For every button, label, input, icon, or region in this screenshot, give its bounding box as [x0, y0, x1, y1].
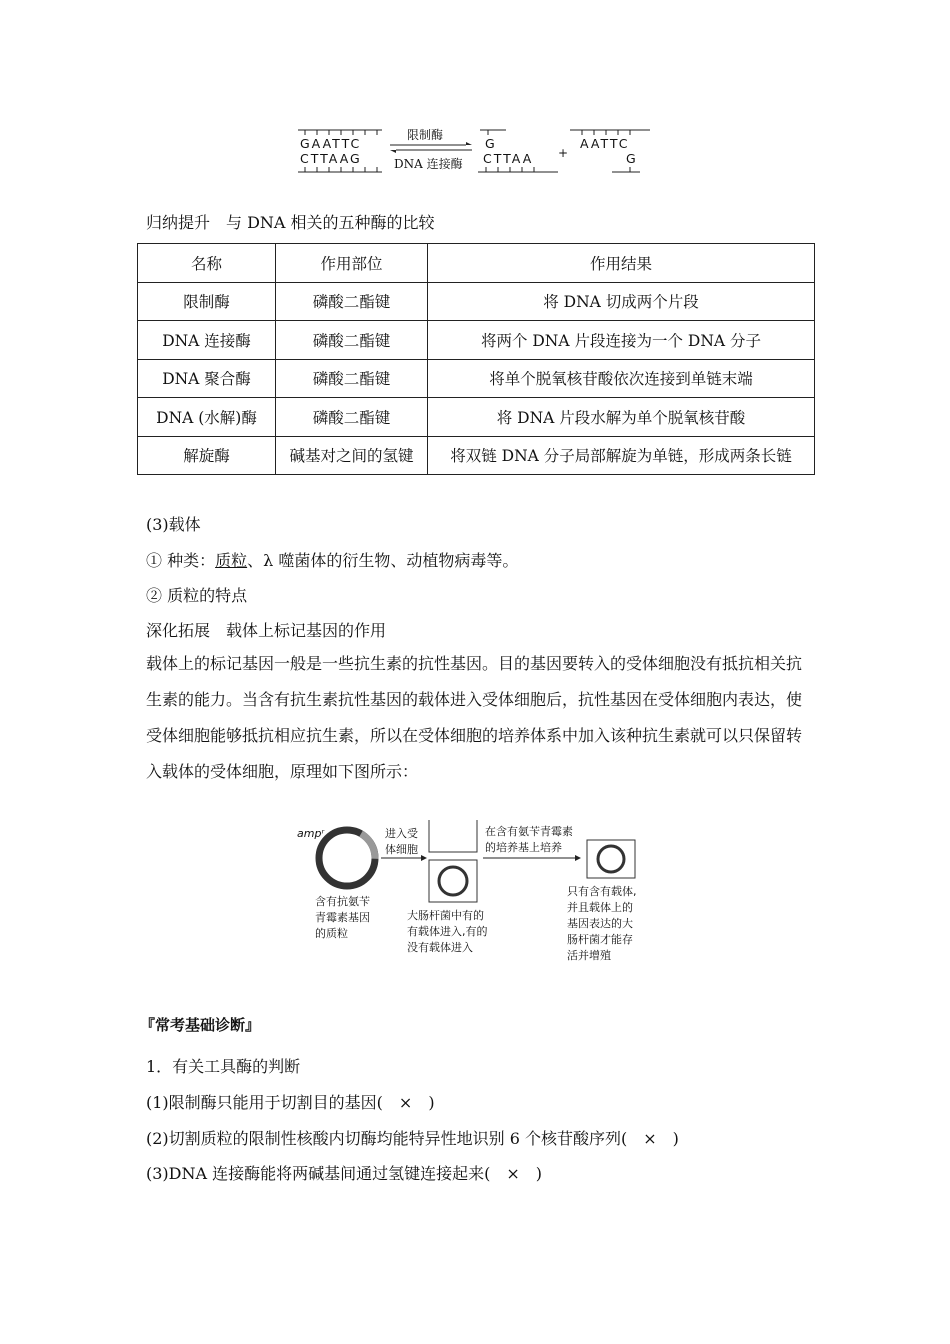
types-plasmid: 质粒 [215, 551, 248, 570]
fragment1-bottom: CTTAA [483, 151, 534, 166]
summary-heading: 归纳提升 与 DNA 相关的五种酶的比较 [146, 213, 435, 232]
table-cell: 限制酶 [138, 282, 276, 321]
caption-line: 没有载体进入 [407, 941, 473, 954]
diagnosis-heading: 『常考基础诊断』 [140, 1016, 261, 1034]
types-prefix: ① 种类： [146, 551, 216, 570]
ecoli-caption [407, 908, 488, 956]
table-cell: 磷酸二酯键 [276, 398, 428, 437]
table-cell: 磷酸二酯键 [276, 282, 428, 321]
table-cell: DNA 聚合酶 [138, 359, 276, 398]
fragment2-top: AATTC [580, 136, 630, 151]
table-cell: 解旋酶 [138, 436, 276, 475]
caption-line: 含有抗氨苄 [315, 895, 370, 908]
plus-sign: + [558, 146, 569, 160]
arrow-label-line: 的培养基上培养 [485, 841, 562, 854]
table-header-row [138, 244, 815, 283]
caption-line: 青霉素基因 [315, 911, 370, 924]
marker-gene-paragraph: 载体上的标记基因一般是一些抗生素的抗性基因。目的基因要转入的受体细胞没有抵抗相关抗生素的能力。当含有抗生素抗性基因的载体进入受体细胞后，抗性基因在受体细胞内表达，使受体细胞能够抵抗相应抗生素，所以在受体细胞的培养体系中加入该种抗生素就可以只保留转入载体的受体细胞，原理如下图所示： [146, 654, 803, 781]
marker-gene-figure [295, 820, 655, 968]
caption-line: 的质粒 [315, 927, 348, 940]
fragment1-top: G [485, 136, 497, 151]
table-header: 作用结果 [428, 244, 815, 283]
plasmid-features: ② 质粒的特点 [146, 586, 248, 605]
caption-line: 有载体进入,有的 [407, 925, 488, 938]
enzyme-table [137, 243, 815, 475]
left-strand-bottom: CTTAAG [300, 151, 362, 166]
table-cell: 碱基对之间的氢键 [276, 436, 428, 475]
arrow-label-restriction: 限制酶 [407, 128, 444, 142]
arrow1-label [385, 826, 418, 858]
result-caption [567, 884, 637, 964]
table-row [138, 436, 815, 475]
question-item: (3)DNA 连接酶能将两碱基间通过氢键连接起来( × ) [146, 1164, 543, 1183]
fragment2-bottom: G [626, 151, 638, 166]
types-rest: 、λ 噬菌体的衍生物、动植物病毒等。 [247, 551, 519, 570]
table-row [138, 359, 815, 398]
vector-types [146, 548, 518, 571]
caption-line: 活并增殖 [567, 949, 611, 962]
caption-line: 基因表达的大 [567, 917, 633, 930]
arrow-label-ligase: DNA 连接酶 [394, 157, 463, 171]
vector-title: (3)载体 [146, 515, 201, 534]
arrow2-label [485, 824, 573, 856]
table-row [138, 282, 815, 321]
table-cell: DNA (水解)酶 [138, 398, 276, 437]
dna-cut-diagram [290, 120, 660, 180]
table-cell: 将 DNA 片段水解为单个脱氧核苷酸 [428, 398, 815, 437]
table-cell: 将两个 DNA 片段连接为一个 DNA 分子 [428, 321, 815, 360]
amp-label: ampʳ [297, 827, 325, 840]
arrow-label-line: 在含有氨苄青霉素 [485, 825, 573, 838]
arrow-label-line: 进入受 [385, 827, 418, 840]
caption-line: 大肠杆菌中有的 [407, 909, 484, 922]
question-item: (1)限制酶只能用于切割目的基因( × ) [146, 1093, 435, 1112]
left-strand-top: GAATTC [300, 136, 362, 151]
extension-heading: 深化拓展 载体上标记基因的作用 [146, 621, 387, 640]
table-cell: 将 DNA 切成两个片段 [428, 282, 815, 321]
table-header: 作用部位 [276, 244, 428, 283]
plasmid-caption [315, 894, 370, 942]
table-cell: 磷酸二酯键 [276, 321, 428, 360]
table-cell: 将双链 DNA 分子局部解旋为单链，形成两条长链 [428, 436, 815, 475]
table-cell: DNA 连接酶 [138, 321, 276, 360]
question-item: (2)切割质粒的限制性核酸内切酶均能特异性地识别 6 个核苷酸序列( × ) [146, 1129, 679, 1148]
caption-line: 只有含有载体, [567, 885, 637, 898]
table-row [138, 321, 815, 360]
table-cell: 磷酸二酯键 [276, 359, 428, 398]
caption-line: 并且载体上的 [567, 901, 633, 914]
table-row [138, 398, 815, 437]
question1-title: 1．有关工具酶的判断 [146, 1057, 301, 1076]
table-cell: 将单个脱氧核苷酸依次连接到单链末端 [428, 359, 815, 398]
arrow-label-line: 体细胞 [385, 843, 418, 856]
table-header: 名称 [138, 244, 276, 283]
caption-line: 肠杆菌才能存 [567, 933, 633, 946]
